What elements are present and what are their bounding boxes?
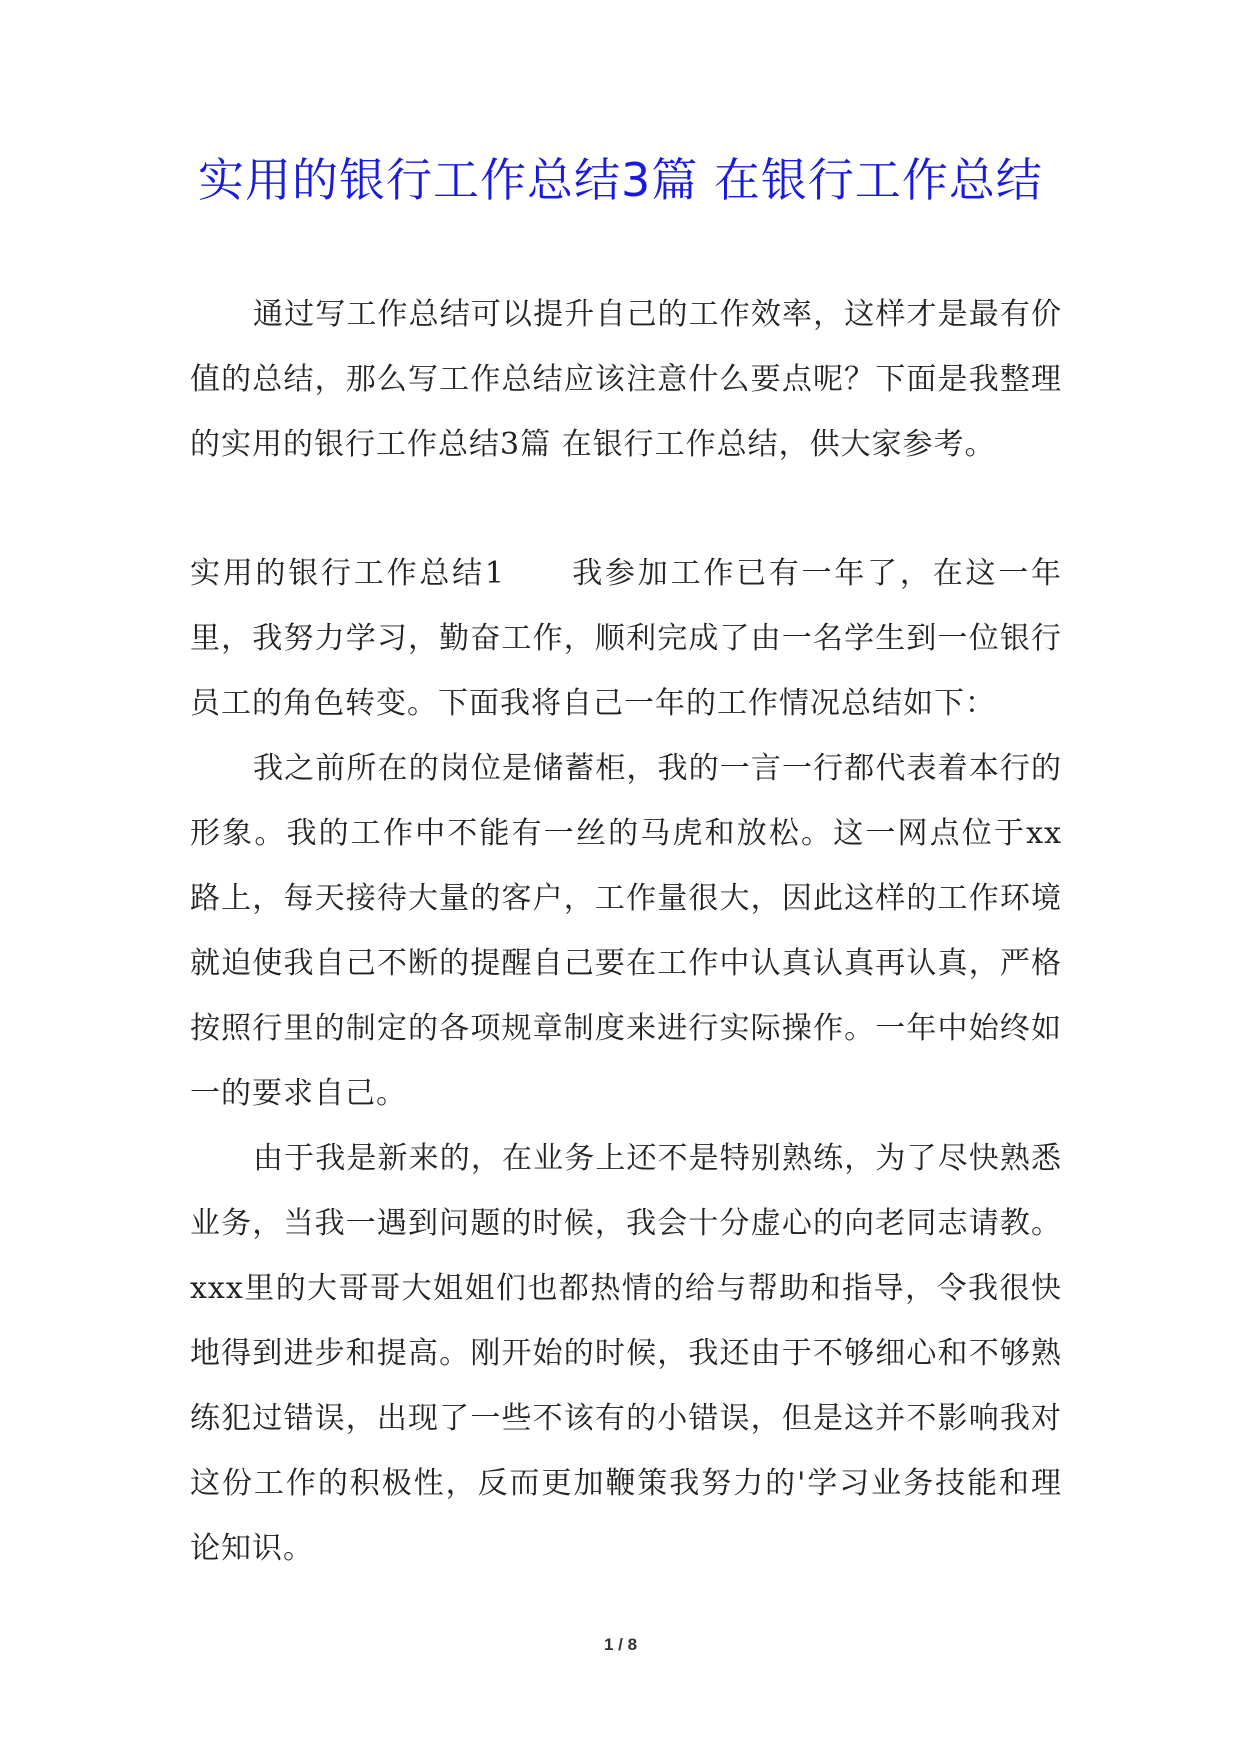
section-1-paragraph: 实用的银行工作总结1 我参加工作已有一年了，在这一年里，我努力学习，勤奋工作，顺利完成了由一名学生到一位银行员工的角色转变。下面我将自己一年的工作情况总结如下： [190, 556, 1062, 721]
intro-paragraph: 通过写工作总结可以提升自己的工作效率，这样才是最有价值的总结，那么写工作总结应该注意什么要点呢？下面是我整理的实用的银行工作总结3篇 在银行工作总结，供大家参考。 [190, 297, 1062, 462]
page-number: 1 / 8 [603, 1635, 638, 1654]
page-title: 实用的银行工作总结3篇 在银行工作总结 [198, 153, 1043, 207]
body-paragraph-position: 我之前所在的岗位是储蓄柜，我的一言一行都代表着本行的形象。我的工作中不能有一丝的马虎和放松。这一网点位于xx路上，每天接待大量的客户，工作量很大，因此这样的工作环境就迫使我自己不断的提醒自己要在工作中认真认真再认真，严格按照行里的制定的各项规章制度来进行实际操作。一年中始终如一的要求自己。 [190, 751, 1062, 1111]
document-body [190, 282, 1062, 1581]
body-paragraph-learning: 由于我是新来的，在业务上还不是特别熟练，为了尽快熟悉业务，当我一遇到问题的时候，我会十分虚心的向老同志请教。xxx里的大哥哥大姐姐们也都热情的给与帮助和指导，令我很快地得到进步和提高。刚开始的时候，我还由于不够细心和不够熟练犯过错误，出现了一些不该有的小错误，但是这并不影响我对这份工作的积极性，反而更加鞭策我努力的'学习业务技能和理论知识。 [190, 1141, 1062, 1566]
